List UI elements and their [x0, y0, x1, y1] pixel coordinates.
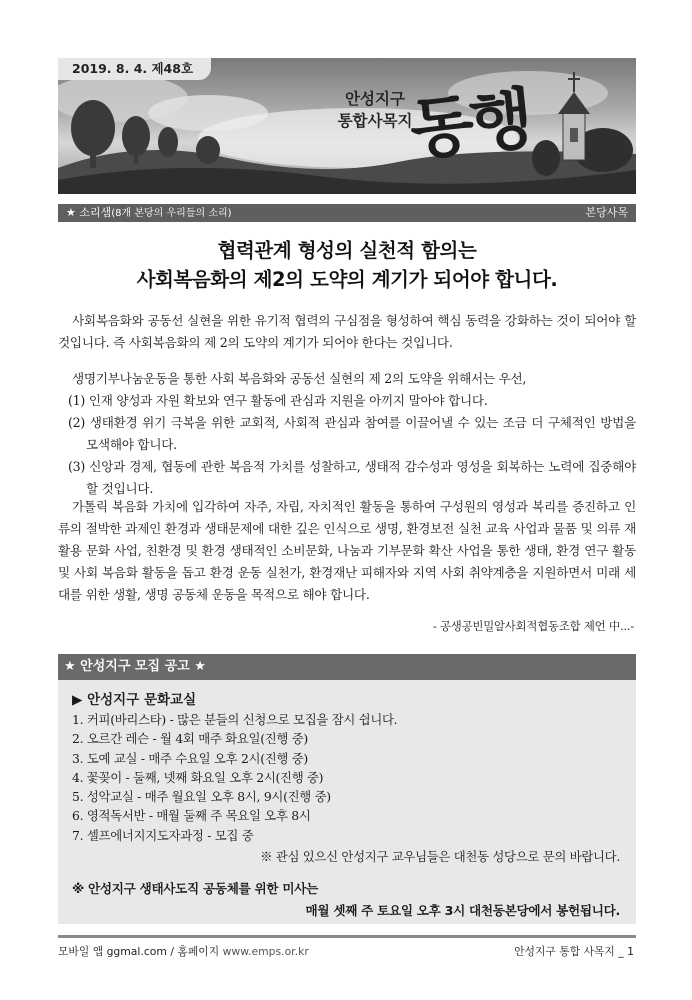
article-paragraph-1: 사회복음화와 공동선 실현을 위한 유기적 협력의 구심점을 형성하여 핵심 동력을 강화하는 것이 되어야 할 것입니다. 즉 사회복음화의 제 2의 도약의 계기가 되어야 한다는 것입니다. — [58, 313, 636, 350]
list-item: 7. 셀프에너지지도자과정 - 모집 중 — [72, 827, 254, 843]
culture-class-list — [72, 710, 632, 845]
paragraph-2-item-2: (2) 생태환경 위기 극복을 위한 교회적, 사회적 관심과 참여를 이끌어낼 수 있는 조금 더 구체적인 방법을 모색해야 합니다. — [68, 415, 636, 452]
list-item: 6. 영적독서반 - 매월 둘째 주 목요일 오후 8시 — [72, 808, 311, 824]
list-item: 3. 도예 교실 - 매주 수요일 오후 2시(진행 중) — [72, 750, 308, 766]
masthead-logo: 동행 — [406, 78, 534, 170]
headline-line2: 사회복음화의 제2의 도약의 계기가 되어야 합니다. — [136, 268, 558, 291]
article-credit: - 공생공빈밀알사회적협동조합 제언 中...- — [432, 619, 634, 633]
inquiry-note: ※ 관심 있으신 안성지구 교우님들은 대천동 성당으로 문의 바랍니다. — [260, 849, 620, 864]
section-bar-left — [66, 204, 232, 223]
masthead-subtitle-line1: 안성지구 — [345, 90, 405, 108]
article-paragraph-3: 가톨릭 복음화 가치에 입각하여 자주, 자립, 자치적인 활동을 통하여 구성원의 영성과 복리를 증진하고 인류의 절박한 과제인 환경과 생태문제에 대한 깊은 인식으로 생명, 환경보전 실천 교육 사업과 물품 및 의류 재활용 문화 사업, 친환경 및 환경 생태적인 소비문화, 나눔과 기부문화 확산 사업을 통한 생태, 환경 연구 활동 및 사회 복음화 활동을 돕고 환경 운동 실천가, 환경재난 피해자와 지역 사회 취약계층을 지원하면서 미래 세대를 위한 생활, 생명 공동체 운동을 목적으로 해야 합니다. — [58, 499, 636, 602]
footer-divider — [58, 935, 636, 938]
recruitment-notice-box — [58, 654, 636, 924]
recruitment-title: ★ 안성지구 모집 공고 ★ — [58, 654, 636, 680]
headline-line1: 협력관계 형성의 실천적 함의는 — [217, 239, 477, 262]
footer-website-link[interactable]: www.emps.or.kr — [222, 945, 309, 958]
paragraph-2-intro: 생명기부나눔운동을 통한 사회 복음화와 공동선 실현의 제 2의 도약을 위해서는 우선, — [72, 371, 527, 386]
paragraph-2-item-1: (1) 인재 양성과 자원 확보와 연구 활동에 관심과 지원을 아끼지 말아야 합니다. — [68, 393, 488, 408]
list-item: 1. 커피(바리스타) - 많은 분들의 신청으로 모집을 잠시 쉽니다. — [72, 712, 398, 727]
mass-notice-line2: 매월 셋째 주 토요일 오후 3시 대천동본당에서 봉헌됩니다. — [305, 903, 620, 918]
list-item: 4. 꽃꽂이 - 둘째, 넷째 화요일 오후 2시(진행 중) — [72, 769, 324, 785]
section-category: 본당사목 — [585, 206, 628, 219]
footer-app-text: 모바일 앱 ggmal.com / 홈페이지 — [58, 945, 223, 958]
culture-class-heading: ▶ 안성지구 문화교실 — [72, 692, 197, 708]
article-paragraph-2 — [58, 368, 636, 500]
list-item: 5. 성악교실 - 매주 월요일 오후 8시, 9시(진행 중) — [72, 789, 331, 805]
mass-notice-line1: ※ 안성지구 생태사도직 공동체를 위한 미사는 — [72, 881, 318, 896]
section-name: ★ 소리샘 — [66, 206, 112, 219]
section-subname: (8개 본당의 우리들의 소리) — [111, 208, 232, 219]
masthead-banner — [58, 58, 636, 194]
masthead-subtitle-line2: 통합사목지 — [337, 112, 413, 130]
section-bar — [58, 204, 636, 222]
paragraph-2-item-3: (3) 신앙과 경제, 협동에 관한 복음적 가치를 성찰하고, 생태적 감수성과 영성을 회복하는 노력에 집중해야 할 것입니다. — [68, 459, 636, 496]
issue-date-badge: 2019. 8. 4. 제48호 — [58, 58, 211, 80]
footer-contact — [58, 944, 309, 959]
footer-page-label: 안성지구 통합 사목지 _ 1 — [514, 945, 634, 958]
list-item: 2. 오르간 레슨 - 월 4회 매주 화요일(진행 중) — [72, 731, 308, 747]
article-headline — [58, 236, 636, 294]
